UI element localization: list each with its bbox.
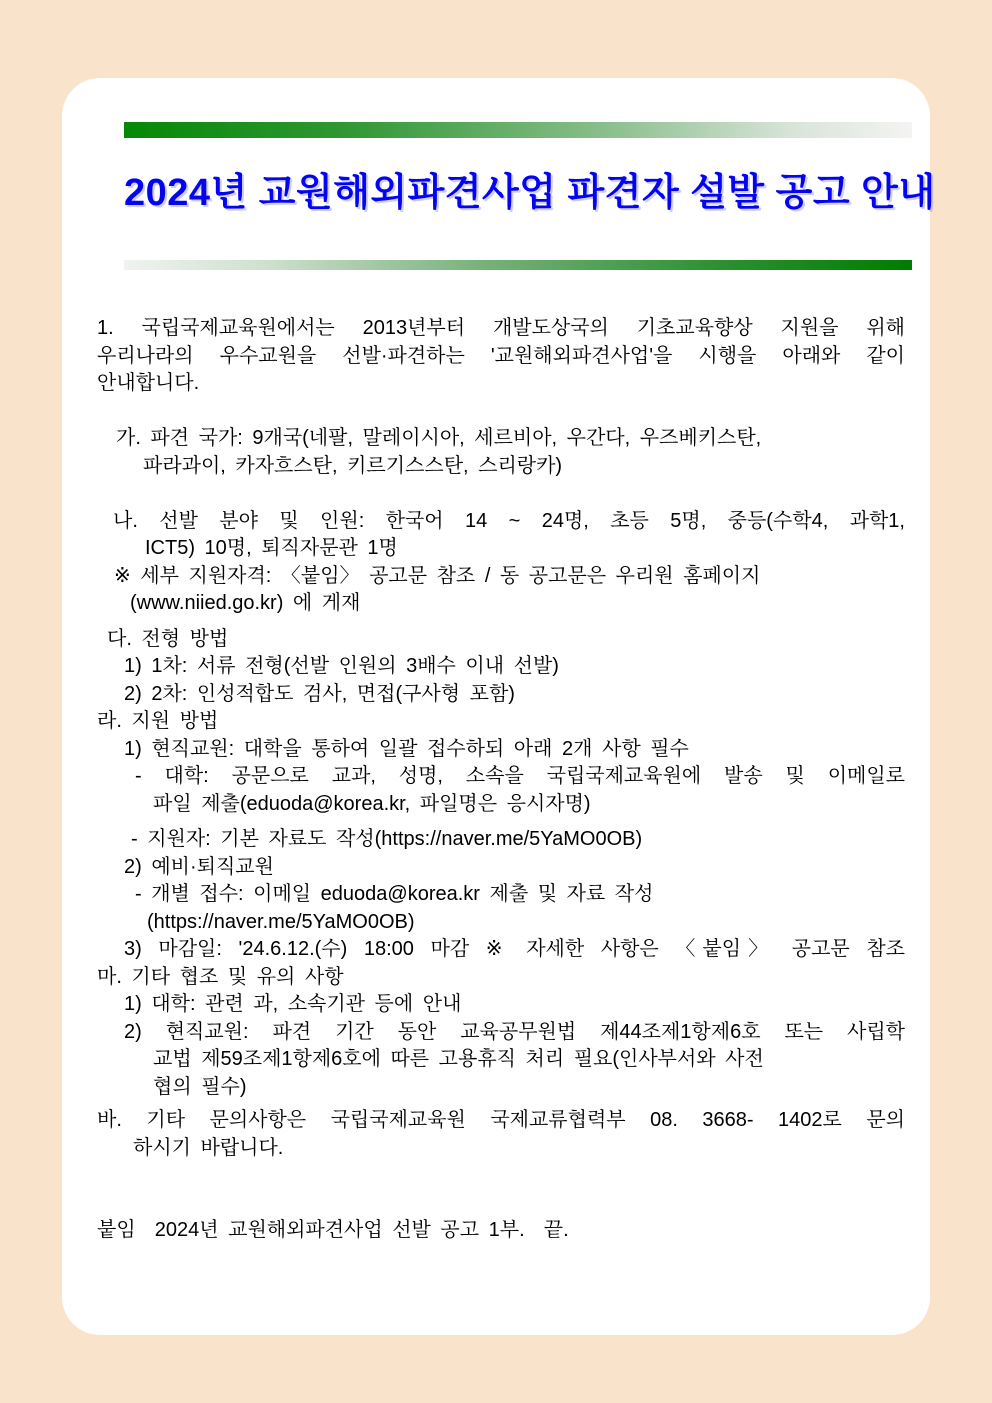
body-line: 2) 예비·퇴직교원 [124,855,274,878]
body-line: 다. 전형 방법 [107,627,229,650]
blank-line [97,480,905,508]
body-line: 바. 기타 문의사항은 국립국제교육원 국제교류협력부 08. 3668- 1402로 문의 [97,1109,905,1131]
body-line: 협의 필수) [153,1075,247,1098]
body-line: 교법 제59조제1항제6호에 따른 고용휴직 처리 필요(인사부서와 사전 [153,1048,764,1070]
header-bottom-bar [124,260,912,270]
body-line: 2) 2차: 인성적합도 검사, 면접(구사형 포함) [124,682,515,705]
body-line: ICT5) 10명, 퇴직자문관 1명 [145,537,398,559]
body-line: (www.niied.go.kr) 에 게재 [130,592,361,614]
body-line: - 개별 접수: 이메일 eduoda@korea.kr 제출 및 자료 작성 [135,883,654,905]
body-line: 1) 1차: 서류 전형(선발 인원의 3배수 이내 선발) [124,655,559,677]
body-line: 1) 대학: 관련 과, 소속기관 등에 안내 [124,993,462,1015]
body-line: 파일 제출(eduoda@korea.kr, 파일명은 응시자명) [153,792,591,815]
body-line: 2) 현직교원: 파견 기간 동안 교육공무원법 제44조제1항제6호 또는 사립학 [124,1020,905,1043]
body-line: 1. 국립국제교육원에서는 2013년부터 개발도상국의 기초교육향상 지원을 위해 [97,317,905,339]
blank-line [97,1190,905,1218]
body-line: 나. 선발 분야 및 인원: 한국어 14 ~ 24명, 초등 5명, 중등(수학4, 과학1, [113,509,905,532]
body-line: 하시기 바랍니다. [133,1136,284,1159]
body-line: 3) 마감일: '24.6.12.(수) 18:00 마감 ※ 자세한 사항은 〈붙임〉 공고문 참조 [124,938,905,960]
document-card [62,78,936,1335]
body-line: (https://naver.me/5YaMO0OB) [147,910,415,933]
blank-line [97,1162,905,1190]
body-line: 우리나라의 우수교원을 선발·파견하는 '교원해외파견사업'을 시행을 아래와 같이 [97,344,905,367]
body-line: - 지원자: 기본 자료도 작성(https://naver.me/5YaMO0OB) [131,828,643,850]
body-line: - 대학: 공문으로 교과, 성명, 소속을 국립국제교육원에 발송 및 이메일로 [135,765,905,787]
header-top-bar [124,122,912,138]
body-text [97,315,905,1245]
page-title: 2024년 교원해외파견사업 파견자 설발 공고 안내 [124,172,936,214]
body-line: 라. 지원 방법 [97,710,219,732]
blank-line [97,398,905,426]
body-line: 가. 파견 국가: 9개국(네팔, 말레이시아, 세르비아, 우간다, 우즈베키스탄, [116,427,762,449]
body-line: 붙임 2024년 교원해외파견사업 선발 공고 1부. 끝. [97,1219,569,1241]
body-line: 파라과이, 카자흐스탄, 키르기스스탄, 스리랑카) [143,454,563,477]
body-line: 안내합니다. [97,372,200,394]
body-line: 마. 기타 협조 및 유의 사항 [97,965,344,988]
body-line: 1) 현직교원: 대학을 통하여 일괄 접수하되 아래 2개 사항 필수 [124,737,689,760]
body-line: ※ 세부 지원자격: 〈붙임〉 공고문 참조 / 동 공고문은 우리원 홈페이지 [114,564,761,587]
